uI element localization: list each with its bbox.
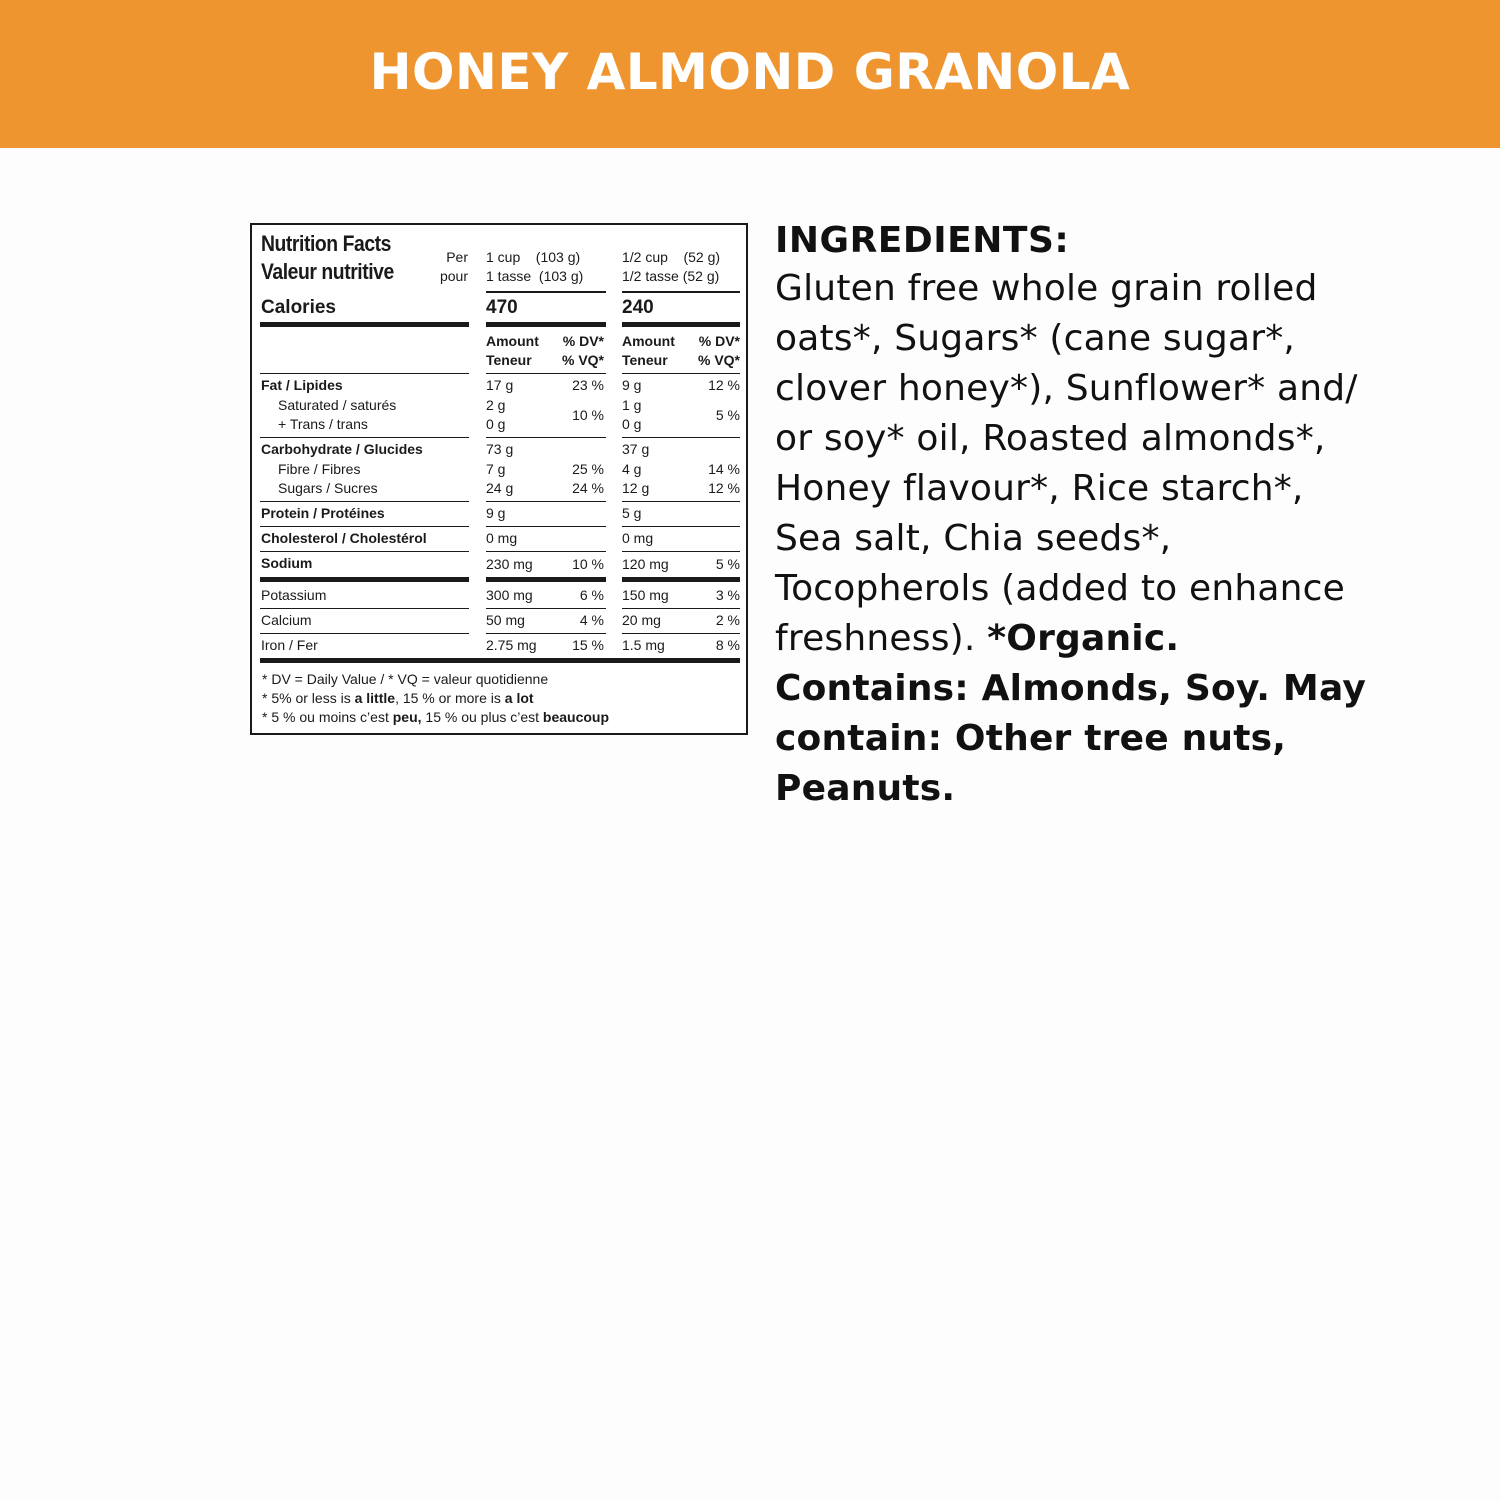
footnote-dv: * DV = Daily Value / * VQ = valeur quotidienne (262, 671, 549, 687)
sodium-dv-2: 5 % (715, 556, 740, 572)
sodium-amount-2: 120 mg (622, 556, 669, 572)
sat-trans-dv-1: 10 % (572, 407, 604, 423)
fat-amount-1: 17 g (486, 377, 514, 393)
carb-amount-1: 73 g (486, 441, 514, 457)
calcium-label: Calcium (261, 612, 312, 628)
fat-label: Fat / Lipides (261, 377, 343, 393)
sodium-label: Sodium (261, 555, 313, 571)
trans-amount-2: 0 g (622, 416, 642, 432)
fibre-dv-1: 25 % (572, 461, 604, 477)
iron-label: Iron / Fer (261, 637, 318, 653)
serving1-fr: 1 tasse (103 g) (486, 268, 584, 284)
potassium-amount-2: 150 mg (622, 587, 669, 603)
ingredients-heading: INGREDIENTS: (775, 220, 1070, 261)
per-en: Per (446, 249, 468, 265)
protein-label: Protein / Protéines (261, 505, 385, 521)
sodium-dv-1: 10 % (572, 556, 604, 572)
dv-en-2: % DV* (698, 333, 740, 349)
sugars-amount-2: 12 g (622, 480, 650, 496)
calories-value-2: 240 (622, 297, 654, 318)
trans-label: + Trans / trans (278, 416, 368, 432)
protein-amount-1: 9 g (486, 505, 506, 521)
amount-en-1: Amount (486, 333, 539, 349)
serving2-en: 1/2 cup (52 g) (622, 249, 721, 265)
fibre-dv-2: 14 % (708, 461, 740, 477)
dv-fr-1: % VQ* (561, 352, 604, 368)
amount-fr-1: Teneur (486, 352, 532, 368)
sugars-dv-1: 24 % (572, 480, 604, 496)
dv-en-1: % DV* (562, 333, 604, 349)
nutrition-facts-panel (250, 223, 748, 735)
footnote-en: * 5% or less is a little, 15 % or more is a lot (262, 690, 534, 706)
sat-trans-dv-2: 5 % (715, 407, 740, 423)
fat-dv-2: 12 % (708, 377, 740, 393)
cholesterol-amount-2: 0 mg (622, 530, 654, 546)
nutrition-title-fr: Valeur nutritive (261, 259, 394, 284)
fibre-label: Fibre / Fibres (278, 461, 361, 477)
serving1-en: 1 cup (103 g) (486, 249, 581, 265)
fat-dv-1: 23 % (572, 377, 604, 393)
nutrition-title-en: Nutrition Facts (261, 231, 392, 256)
potassium-dv-1: 6 % (579, 587, 604, 603)
calcium-amount-2: 20 mg (622, 612, 661, 628)
carb-label: Carbohydrate / Glucides (261, 441, 423, 457)
cholesterol-label: Cholesterol / Cholestérol (261, 530, 427, 546)
potassium-label: Potassium (261, 587, 327, 603)
saturated-amount-1: 2 g (486, 397, 506, 413)
dv-fr-2: % VQ* (697, 352, 740, 368)
calories-label: Calories (261, 297, 336, 318)
trans-amount-1: 0 g (486, 416, 506, 432)
calcium-dv-1: 4 % (579, 612, 604, 628)
product-title: HONEY ALMOND GRANOLA (369, 43, 1131, 101)
product-banner (0, 0, 1500, 148)
sugars-amount-1: 24 g (486, 480, 514, 496)
fat-amount-2: 9 g (622, 377, 642, 393)
iron-amount-2: 1.5 mg (622, 637, 665, 653)
amount-fr-2: Teneur (622, 352, 668, 368)
fibre-amount-2: 4 g (622, 461, 642, 477)
ingredients-list: Gluten free whole grain rolled oats*, Sugars* (cane sugar*, clover honey*), Sunflower* and/ or soy* oil, Roasted almonds*, Honey flavour*, Rice starch*, Sea salt, Chia seeds*, Tocopherols (added to enhance freshness). (775, 268, 1358, 659)
ingredients-text (775, 264, 1375, 814)
calories-value-1: 470 (486, 297, 518, 318)
fibre-amount-1: 7 g (486, 461, 506, 477)
potassium-amount-1: 300 mg (486, 587, 533, 603)
iron-dv-1: 15 % (572, 637, 604, 653)
saturated-label: Saturated / saturés (278, 397, 397, 413)
cholesterol-amount-1: 0 mg (486, 530, 518, 546)
iron-amount-1: 2.75 mg (486, 637, 537, 653)
carb-amount-2: 37 g (622, 441, 650, 457)
allergen-statement: *Organic. Contains: Almonds, Soy. May contain: Other tree nuts, Peanuts. (775, 618, 1366, 809)
calcium-amount-1: 50 mg (486, 612, 525, 628)
ingredients-section (775, 218, 1475, 814)
per-fr: pour (439, 268, 468, 284)
amount-en-2: Amount (622, 333, 675, 349)
saturated-amount-2: 1 g (622, 397, 642, 413)
serving2-fr: 1/2 tasse (52 g) (622, 268, 720, 284)
sodium-amount-1: 230 mg (486, 556, 533, 572)
protein-amount-2: 5 g (622, 505, 642, 521)
calcium-dv-2: 2 % (715, 612, 740, 628)
potassium-dv-2: 3 % (715, 587, 740, 603)
sugars-dv-2: 12 % (708, 480, 740, 496)
sugars-label: Sugars / Sucres (278, 480, 378, 496)
footnote-fr: * 5 % ou moins c’est peu, 15 % ou plus c’est beaucoup (262, 709, 610, 725)
iron-dv-2: 8 % (715, 637, 740, 653)
